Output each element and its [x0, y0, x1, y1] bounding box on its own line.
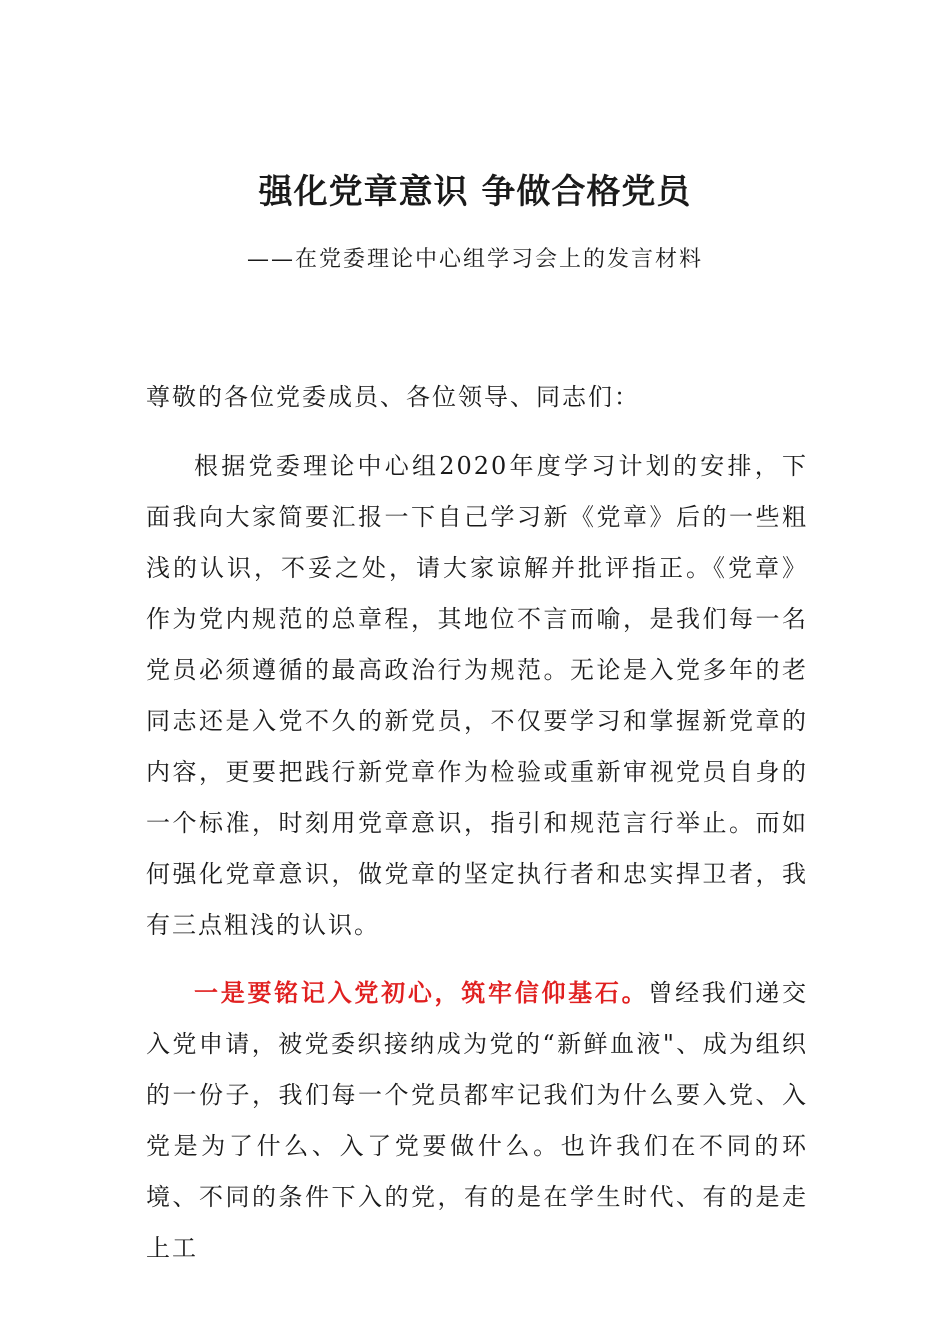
- document-title: 强化党章意识 争做合格党员: [258, 172, 692, 212]
- point-one-heading: 一是要铭记入党初心，筑牢信仰基石。: [194, 978, 649, 1007]
- greeting-line: 尊敬的各位党委成员、各位领导、同志们：: [146, 383, 640, 411]
- document-subtitle: ——在党委理论中心组学习会上的发言材料: [246, 247, 703, 272]
- paragraph-intro: 根据党委理论中心组2020年度学习计划的安排，下面我向大家简要汇报一下自己学习新《党章》后的一些粗浅的认识，不妥之处，请大家谅解并批评指正。《党章》作为党内规范的总章程，其地位不言而喻，是我们每一名党员必须遵循的最高政治行为规范。无论是入党多年的老同志还是入党不久的新党员，不仅要学习和掌握新党章的内容，更要把践行新党章作为检验或重新审视党员自身的一个标准，时刻用党章意识，指引和规范言行举止。而如何强化党章意识，做党章的坚定执行者和忠实捍卫者，我有三点粗浅的认识。: [146, 452, 808, 939]
- point-one-body: 曾经我们递交入党申请，被党委织接纳成为党的“新鲜血液"、成为组织的一份子，我们每一个党员都牢记我们为什么要入党、入党是为了什么、入了党要做什么。也许我们在不同的环境、不同的条件下入的党，有的是在学生时代、有的是走上工: [146, 979, 809, 1262]
- paragraph-point-one: [146, 967, 808, 1274]
- document-body: [146, 372, 808, 1274]
